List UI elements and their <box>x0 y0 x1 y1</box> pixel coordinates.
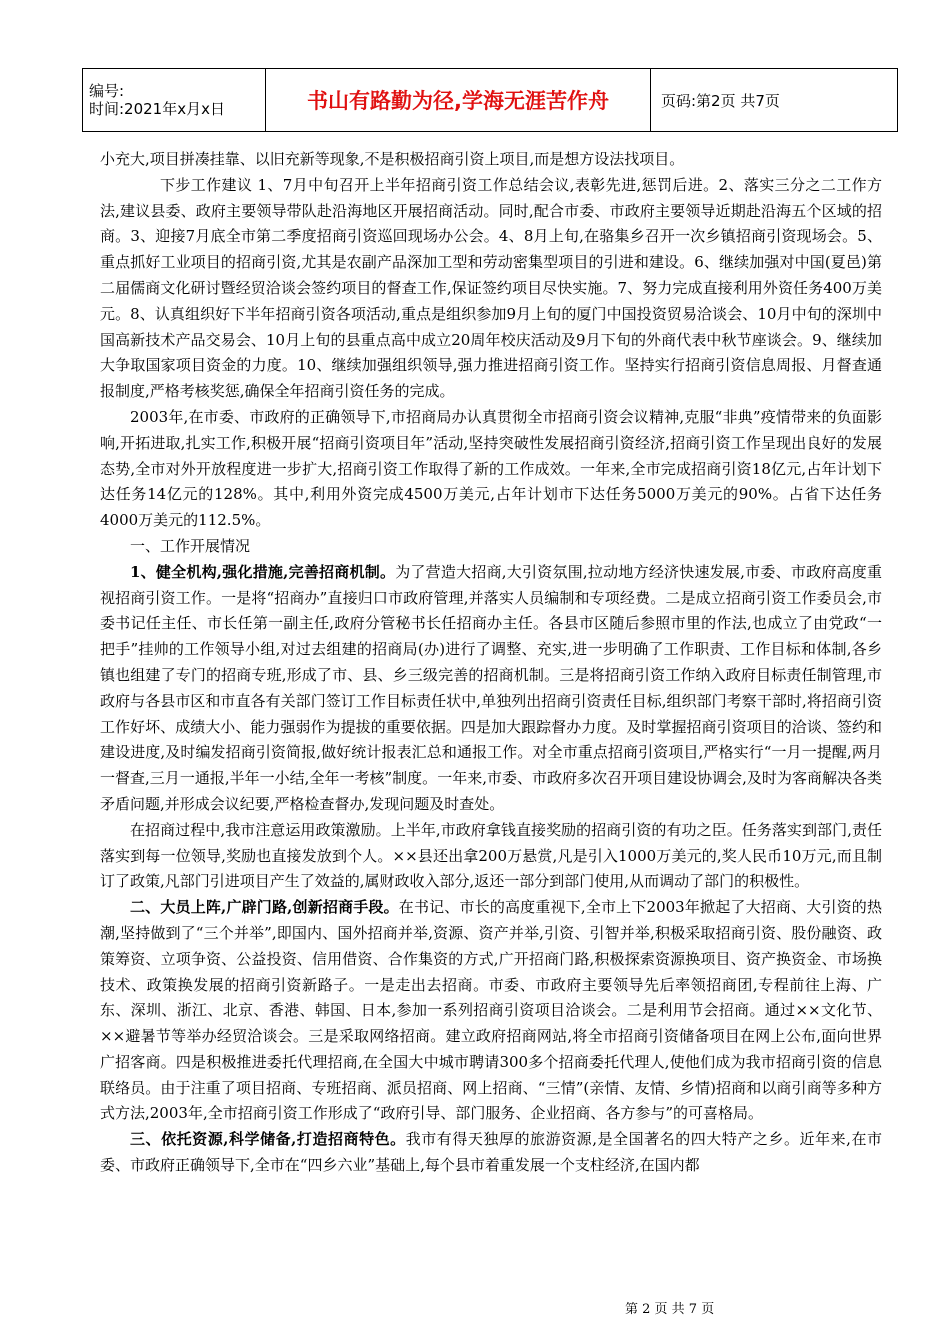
paragraph-text: 在书记、市长的高度重视下,全市上下2003年掀起了大招商、大引资的热潮,坚持做到了“三个并举”,即国内、国外招商并举,资源、资产并举,引资、引智并举,积极采取招商引资、股份融资、政策筹资、立项争资、公益投资、信用借资、合作集资的方式,广开招商门路,积极探索资源换项目、资产换资金、市场换技术、政策换发展的招商引资新路子。一是走出去招商。市委、市政府主要领导先后率领招商团,专程前往上海、广东、深圳、浙江、北京、香港、韩国、日本,参加一系列招商引资项目洽谈会。二是利用节会招商。通过××文化节、××避暑节等举办经贸洽谈会。三是采取网络招商。建立政府招商网站,将全市招商引资储备项目在网上公布,面向世界广招客商。四是积极推进委托代理招商,在全国大中城市聘请300多个招商委托代理人,使他们成为我市招商引资的信息联络员。由于注重了项目招商、专班招商、派员招商、网上招商、“三情”(亲情、友情、乡情)招商和以商引商等多种方式方法,2003年,全市招商引资工作形成了“政府引导、部门服务、企业招商、各方参与”的可喜格局。 <box>100 898 882 1123</box>
time-label: 时间:2021年x月x日 <box>89 100 225 118</box>
paragraph-text: 下步工作建议 1、7月中旬召开上半年招商引资工作总结会议,表彰先进,惩罚后进。2、落实三分之二工作方法,建议县委、政府主要领导带队赴沿海地区开展招商活动。同时,配合市委、市政府主要领导近期赴沿海五个区域的招商。3、迎接7月底全市第二季度招商引资巡回现场办公会。4、8月上旬,在骆集乡召开一次乡镇招商引资现场会。5、重点抓好工业项目的招商引资,尤其是农副产品深加工型和劳动密集型项目的引进和建设。6、继续加强对中国(夏邑)第二届儒商文化研讨暨经贸洽谈会签约项目的督查工作,保证签约项目尽快实施。7、努力完成直接利用外资任务400万美元。8、认真组织好下半年招商引资各项活动,重点是组织参加9月上旬的厦门中国投资贸易洽谈会、10月中旬的深圳中国高新技术产品交易会、10月上旬的县重点高中成立20周年校庆活动及9月下旬的外商代表中秋节座谈会。9、继续加大争取国家项目资金的力度。10、继续加强组织领导,强力推进招商引资工作。坚持实行招商引资信息周报、月督查通报制度,严格考核奖惩,确保全年招商引资任务的完成。 <box>100 175 882 401</box>
paragraph <box>100 1127 882 1179</box>
header-motto: 书山有路勤为径,学海无涯苦作舟 <box>266 69 651 132</box>
code-label: 编号: <box>89 82 125 100</box>
paragraph-lead: 二、大员上阵,广辟门路,创新招商手段。 <box>130 898 399 917</box>
paragraph-lead: 三、依托资源,科学储备,打造招商特色。 <box>130 1130 406 1149</box>
header-meta-cell <box>83 69 266 132</box>
section-heading <box>100 534 882 560</box>
paragraph-text: 在招商过程中,我市注意运用政策激励。上半年,市政府拿钱直接奖励的招商引资的有功之臣。任务落实到部门,责任落实到每一位领导,奖励也直接发放到个人。××县还出拿200万悬赏,凡是引入1000万美元的,奖人民币10万元,而且制订了政策,凡部门引进项目产生了效益的,属财政收入部分,返还一部分到部门使用,从而调动了部门的积极性。 <box>100 820 882 891</box>
document-header <box>82 68 898 132</box>
paragraph <box>100 147 882 173</box>
paragraph-text: 我市有得天独厚的旅游资源,是全国著名的四大特产之乡。近年来,在市委、市政府正确领导下,全市在“四乡六业”基础上,每个县市着重发展一个支柱经济,在国内都 <box>100 1130 882 1175</box>
paragraph-text: 2003年,在市委、市政府的正确领导下,市招商局办认真贯彻全市招商引资会议精神,克服“非典”疫情带来的负面影响,开拓进取,扎实工作,积极开展“招商引资项目年”活动,坚持突破性发展招商引资经济,招商引资工作呈现出良好的发展态势,全市对外开放程度进一步扩大,招商引资工作取得了新的工作成效。一年来,全市完成招商引资18亿元,占年计划下达任务14亿元的128%。其中,利用外资完成4500万美元,占年计划市下达任务5000万美元的90%。占省下达任务4000万美元的112.5%。 <box>100 407 882 530</box>
paragraph <box>100 818 882 895</box>
paragraph-text: 一、工作开展情况 <box>130 536 251 555</box>
paragraph <box>100 405 882 534</box>
paragraph-text: 为了营造大招商,大引资氛围,拉动地方经济快速发展,市委、市政府高度重视招商引资工作。一是将“招商办”直接归口市政府管理,并落实人员编制和专项经费。二是成立招商引资工作委员会,市委书记任主任、市长任第一副主任,政府分管秘书长任招商办主任。各县市区随后参照市里的作法,也成立了由党政“一把手”挂帅的工作领导小组,对过去组建的招商局(办)进行了调整、充实,进一步明确了工作职责、工作目标和体制,各乡镇也组建了专门的招商专班,形成了市、县、乡三级完善的招商机制。三是将招商引资工作纳入政府目标责任制管理,市政府与各县市区和市直各有关部门签订工作目标责任状中,单独列出招商引资责任目标,组织部门考察干部时,将招商引资工作好坏、成绩大小、能力强弱作为提拔的重要依据。四是加大跟踪督办力度。及时掌握招商引资项目的洽谈、签约和建设进度,及时编发招商引资简报,做好统计报表汇总和通报工作。对全市重点招商引资项目,严格实行“一月一提醒,两月一督查,三月一通报,半年一小结,全年一考核”制度。一年来,市委、市政府多次召开项目建设协调会,及时为客商解决各类矛盾问题,并形成会议纪要,严格检查督办,发现问题及时查处。 <box>100 562 882 813</box>
paragraph-text: 小充大,项目拼凑挂靠、以旧充新等现象,不是积极招商引资上项目,而是想方设法找项目。 <box>100 150 685 168</box>
paragraph-lead: 1、健全机构,强化措施,完善招商机制。 <box>130 562 396 581</box>
paragraph <box>100 560 882 818</box>
header-page-info: 页码:第2页 共7页 <box>651 69 898 132</box>
paragraph <box>100 173 882 405</box>
paragraph <box>100 895 882 1127</box>
document-body <box>100 147 882 1179</box>
page-footer: 第 2 页 共 7 页 <box>625 1302 715 1317</box>
